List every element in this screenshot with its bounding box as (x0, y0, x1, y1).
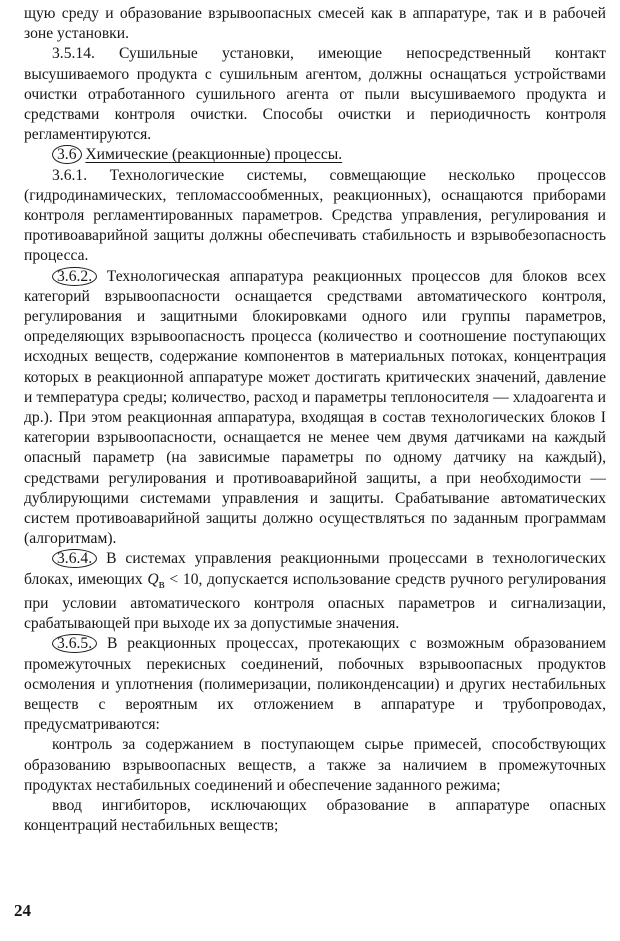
section-number-3-6: 3.6 (52, 145, 82, 164)
list-item-inhibitors: ввод ингибиторов, исключающих образование в аппаратуре опасных концентраций нестабильных веществ; (24, 797, 606, 835)
page-number: 24 (14, 901, 31, 920)
q-symbol: Q (147, 570, 159, 588)
paragraph-3-5-14: 3.5.14. Сушильные установки, имеющие непосредственный контакт высушиваемого продукта с сушильным агентом, должны оснащаться устройствами очистки отработанного сушильного агента от пыли высушиваемого продукта и средствами контроля очистки. Способы очистки и периодичность контроля регламентируются. (24, 45, 606, 144)
paragraph-3-6-1: 3.6.1. Технологические системы, совмещающие несколько процессов (гидродинамических, тепломассообменных, реакционных), оснащаются приборами контроля регламентированных параметров. Средства управления, регулирования и противоаварийной защиты должны обеспечивать стабильность и взрывобезопасность процесса. (24, 166, 606, 265)
q-subscript: в (158, 575, 165, 591)
paragraph-3-6-4-text-before: В системах управления реакционными процессами в технологических блоках, имеющих (24, 550, 606, 588)
paragraph-3-6-2 (24, 267, 606, 550)
section-title: Химические (реакционные) процессы. (85, 146, 343, 164)
continuation-paragraph: щую среду и образование взрывоопасных смесей как в аппаратуре, так и в рабочей зоне установки. (24, 5, 606, 43)
clause-number-3-6-5: 3.6.5. (52, 634, 97, 653)
list-item-control: контроль за содержанием в поступающем сырье примесей, способствующих образованию взрывоопасных веществ, а также за наличием в промежуточных продуктах нестабильных соединений и обеспечение заданного режима; (24, 736, 606, 794)
paragraph-3-6-2-text: Технологическая аппаратура реакционных процессов для блоков всех категорий взрывоопасности оснащается средствами автоматического контроля, регулирования и защитными блокировками одного или группы параметров, определяющих взрывоопасность процесса (количество и соотношение поступающих исходных веществ, содержание компонентов в материальных потоках, концентрация которых в реакционной аппаратуре может достигать критических значений, давление и температура среды; количество, расход и параметры теплоносителя — хладоагента и др.). При этом реакционная аппаратура, входящая в состав технологических блоков I категории взрывоопасности, оснащается не менее чем двумя датчиками на каждый опасный параметр (на зависимые параметры по одному датчику на каждый), средствами регулирования и противоаварийной защиты, а при необходимости — дублирующими системами управления и защиты. Срабатывание автоматических систем противоаварийной защиты должно осуществляться по заданным программам (алгоритмам). (24, 267, 606, 548)
paragraph-3-6-4 (24, 549, 606, 634)
clause-number-3-6-2: 3.6.2. (52, 267, 97, 286)
clause-number-3-6-4: 3.6.4. (52, 549, 97, 568)
paragraph-3-6-5-text: В реакционных процессах, протекающих с возможным образованием промежуточных перекисных соединений, побочных взрывоопасных продуктов осмоления и уплотнения (полимеризации, поликонденсации) и других нестабильных веществ с вероятным их отложением в аппаратуре и трубопроводах, предусматриваются: (24, 635, 606, 734)
paragraph-3-6-5 (24, 634, 606, 735)
paragraph-3-6-4-text-after: < 10, допускается использование средств ручного регулирования при условии автоматического контроля опасных параметров и сигнализации, срабатывающей при выходе их за допустимые значения. (24, 570, 606, 633)
section-heading-3-6 (24, 145, 606, 165)
